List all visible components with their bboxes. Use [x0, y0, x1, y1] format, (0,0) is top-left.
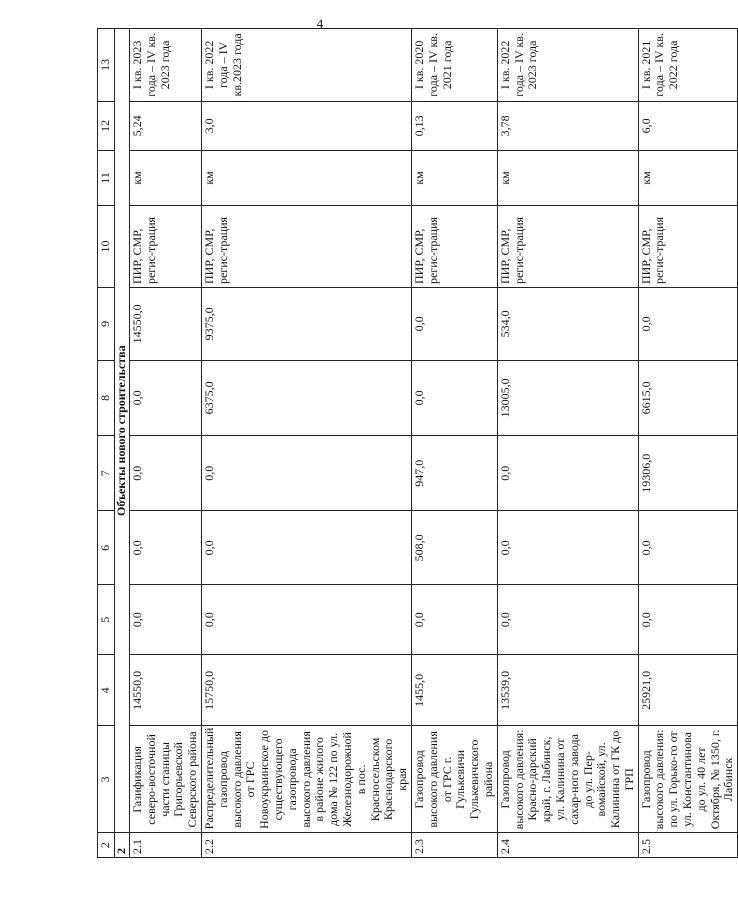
cell-period: I кв. 2020 года – IV кв. 2021 года	[411, 29, 497, 102]
cell-c8: 6375,0	[201, 360, 411, 435]
object-name: Газификация северо-восточной части станицы Григорьевской Северского района	[130, 726, 202, 833]
cell-period: I кв. 2021 года – IV кв. 2022 года	[638, 29, 738, 102]
cell-unit: км	[497, 151, 638, 206]
section-number: 2	[115, 833, 130, 858]
cell-period: I кв. 2022 года – IV кв. 2023 года	[497, 29, 638, 102]
table-row	[638, 29, 738, 858]
section-row	[115, 29, 130, 858]
cell-c9: 0,0	[638, 288, 738, 361]
row-number: 2.2	[201, 833, 411, 858]
cell-c7: 0,0	[497, 436, 638, 511]
cell-c6: 0,0	[130, 511, 202, 585]
cell-c8: 0,0	[130, 360, 202, 435]
cell-works: ПИР, СМР, регис-трация	[130, 205, 202, 287]
cell-c9: 14550,0	[130, 288, 202, 361]
cell-length: 6,0	[638, 101, 738, 150]
table-row	[497, 29, 638, 858]
cell-unit: км	[201, 151, 411, 206]
col-header-9: 9	[98, 288, 115, 361]
cell-c5: 0,0	[497, 585, 638, 655]
col-header-6: 6	[98, 511, 115, 585]
construction-objects-table	[97, 28, 738, 858]
cell-total: 1455,0	[411, 655, 497, 726]
cell-period: I кв. 2023 года – IV кв. 2023 года	[130, 29, 202, 102]
cell-c5: 0,0	[411, 585, 497, 655]
cell-unit: км	[130, 151, 202, 206]
cell-works: ПИР, СМР, регис-трация	[497, 205, 638, 287]
section-title: Объекты нового строительства	[115, 29, 130, 833]
cell-c6: 0,0	[638, 511, 738, 585]
object-name: Газопровод высокого давления: по ул. Горько-го от ул. Константинова до ул. 40 лет Октября, № 1350, г. Лабинск	[638, 726, 738, 833]
cell-c5: 0,0	[201, 585, 411, 655]
cell-length: 3,0	[201, 101, 411, 150]
col-header-3: 3	[98, 726, 115, 833]
row-number: 2.4	[497, 833, 638, 858]
col-header-13: 13	[98, 29, 115, 102]
object-name: Распределительный газопровод высокого давления от ГРС Новоукраинское до существующего газопровода высокого давления в районе жилого дома № 122 по ул. Железнодорожной в пос. Красносельском Краснодарского края	[201, 726, 411, 833]
cell-c9: 0,0	[411, 288, 497, 361]
cell-unit: км	[638, 151, 738, 206]
col-header-7: 7	[98, 436, 115, 511]
cell-c9: 534,0	[497, 288, 638, 361]
cell-total: 13539,0	[497, 655, 638, 726]
cell-c7: 19306,0	[638, 436, 738, 511]
cell-c7: 947,0	[411, 436, 497, 511]
cell-c7: 0,0	[130, 436, 202, 511]
row-number: 2.1	[130, 833, 202, 858]
cell-total: 15750,0	[201, 655, 411, 726]
row-number: 2.5	[638, 833, 738, 858]
cell-c8: 6615,0	[638, 360, 738, 435]
cell-c8: 13005,0	[497, 360, 638, 435]
cell-c7: 0,0	[201, 436, 411, 511]
cell-c5: 0,0	[130, 585, 202, 655]
rotated-table-container	[97, 28, 736, 858]
cell-unit: км	[411, 151, 497, 206]
cell-length: 3,78	[497, 101, 638, 150]
object-name: Газопровод высокого давления: Красно-дарский край, г. Лабинск, ул. Калинина от сахар-ного завода до ул. Пер-вомайской, ул. Калинина от ГК до ГРП	[497, 726, 638, 833]
cell-total: 25921,0	[638, 655, 738, 726]
cell-c6: 508,0	[411, 511, 497, 585]
table-row	[411, 29, 497, 858]
table-row	[201, 29, 411, 858]
cell-length: 5,24	[130, 101, 202, 150]
cell-c8: 0,0	[411, 360, 497, 435]
col-header-5: 5	[98, 585, 115, 655]
col-header-4: 4	[98, 655, 115, 726]
cell-works: ПИР, СМР, регис-трация	[411, 205, 497, 287]
page-number: 4	[316, 16, 324, 31]
cell-c6: 0,0	[201, 511, 411, 585]
col-header-2: 2	[98, 833, 115, 858]
row-number: 2.3	[411, 833, 497, 858]
col-header-11: 11	[98, 151, 115, 206]
cell-c5: 0,0	[638, 585, 738, 655]
object-name: Газопровод высокого давления от ГРС г. Гулькевичи Гулькевичского района	[411, 726, 497, 833]
cell-total: 14550,0	[130, 655, 202, 726]
header-row	[98, 29, 115, 858]
cell-works: ПИР, СМР, регис-трация	[201, 205, 411, 287]
cell-length: 0,13	[411, 101, 497, 150]
col-header-10: 10	[98, 205, 115, 287]
cell-c9: 9375,0	[201, 288, 411, 361]
table-row	[130, 29, 202, 858]
cell-works: ПИР, СМР, регис-трация	[638, 205, 738, 287]
col-header-12: 12	[98, 101, 115, 150]
cell-c6: 0,0	[497, 511, 638, 585]
col-header-8: 8	[98, 360, 115, 435]
cell-period: I кв. 2022 года – IV кв.2023 года	[201, 29, 411, 102]
